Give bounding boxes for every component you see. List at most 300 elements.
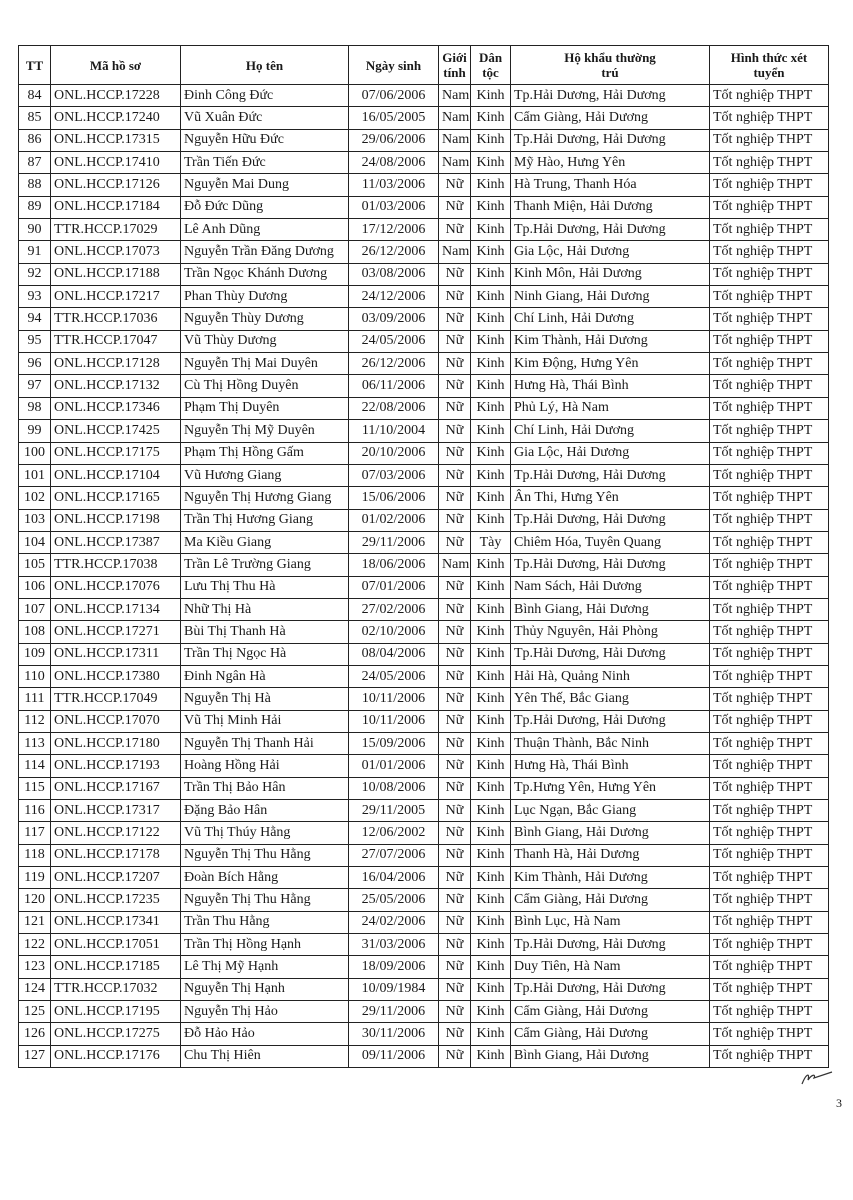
cell-hinh-thuc: Tốt nghiệp THPT <box>710 688 829 710</box>
cell-hinh-thuc: Tốt nghiệp THPT <box>710 710 829 732</box>
cell-ho-ten: Nguyễn Thị Hạnh <box>181 978 349 1000</box>
cell-ngay-sinh: 27/07/2006 <box>349 844 439 866</box>
cell-ngay-sinh: 24/05/2006 <box>349 665 439 687</box>
cell-dan-toc: Kinh <box>471 1045 511 1067</box>
table-row <box>19 509 829 531</box>
cell-ho-khau: Kim Thành, Hải Dương <box>511 867 710 889</box>
cell-ho-ten: Hoàng Hồng Hải <box>181 755 349 777</box>
cell-ho-khau: Chí Linh, Hải Dương <box>511 308 710 330</box>
cell-ngay-sinh: 03/08/2006 <box>349 263 439 285</box>
cell-ho-khau: Gia Lộc, Hải Dương <box>511 442 710 464</box>
cell-tt: 100 <box>19 442 51 464</box>
cell-ma-ho-so: ONL.HCCP.17271 <box>51 621 181 643</box>
table-row <box>19 576 829 598</box>
cell-ho-khau: Ân Thi, Hưng Yên <box>511 487 710 509</box>
cell-ma-ho-so: ONL.HCCP.17185 <box>51 956 181 978</box>
table-row <box>19 621 829 643</box>
cell-gioi-tinh: Nữ <box>439 353 471 375</box>
cell-dan-toc: Kinh <box>471 755 511 777</box>
table-row <box>19 531 829 553</box>
cell-ho-khau: Tp.Hải Dương, Hải Dương <box>511 643 710 665</box>
cell-hinh-thuc: Tốt nghiệp THPT <box>710 464 829 486</box>
cell-ho-khau: Tp.Hải Dương, Hải Dương <box>511 509 710 531</box>
cell-ho-khau: Gia Lộc, Hải Dương <box>511 241 710 263</box>
cell-dan-toc: Kinh <box>471 732 511 754</box>
cell-ma-ho-so: ONL.HCCP.17132 <box>51 375 181 397</box>
cell-ngay-sinh: 18/09/2006 <box>349 956 439 978</box>
cell-gioi-tinh: Nữ <box>439 889 471 911</box>
cell-ma-ho-so: ONL.HCCP.17178 <box>51 844 181 866</box>
table-row <box>19 911 829 933</box>
cell-dan-toc: Kinh <box>471 598 511 620</box>
cell-ho-ten: Phạm Thị Duyên <box>181 397 349 419</box>
cell-ma-ho-so: ONL.HCCP.17240 <box>51 107 181 129</box>
cell-gioi-tinh: Nữ <box>439 665 471 687</box>
header-ho-ten: Họ tên <box>181 46 349 85</box>
table-row <box>19 1023 829 1045</box>
cell-ngay-sinh: 10/11/2006 <box>349 688 439 710</box>
cell-hinh-thuc: Tốt nghiệp THPT <box>710 755 829 777</box>
table-row <box>19 710 829 732</box>
cell-tt: 98 <box>19 397 51 419</box>
cell-ho-khau: Cẩm Giàng, Hải Dương <box>511 107 710 129</box>
cell-ho-khau: Hải Hà, Quảng Ninh <box>511 665 710 687</box>
cell-gioi-tinh: Nữ <box>439 911 471 933</box>
cell-ho-ten: Lưu Thị Thu Hà <box>181 576 349 598</box>
cell-ma-ho-so: ONL.HCCP.17235 <box>51 889 181 911</box>
cell-ho-khau: Tp.Hải Dương, Hải Dương <box>511 129 710 151</box>
cell-ho-ten: Vũ Hương Giang <box>181 464 349 486</box>
cell-ho-ten: Nguyễn Thị Mỹ Duyên <box>181 420 349 442</box>
cell-ngay-sinh: 10/08/2006 <box>349 777 439 799</box>
cell-dan-toc: Kinh <box>471 263 511 285</box>
cell-hinh-thuc: Tốt nghiệp THPT <box>710 732 829 754</box>
cell-ma-ho-so: ONL.HCCP.17176 <box>51 1045 181 1067</box>
cell-ho-ten: Đỗ Hảo Hảo <box>181 1023 349 1045</box>
cell-hinh-thuc: Tốt nghiệp THPT <box>710 509 829 531</box>
cell-ho-ten: Chu Thị Hiên <box>181 1045 349 1067</box>
table-row <box>19 129 829 151</box>
cell-ho-ten: Nguyễn Trần Đăng Dương <box>181 241 349 263</box>
table-row <box>19 889 829 911</box>
cell-ngay-sinh: 01/03/2006 <box>349 196 439 218</box>
cell-gioi-tinh: Nữ <box>439 732 471 754</box>
cell-ngay-sinh: 16/04/2006 <box>349 867 439 889</box>
cell-tt: 95 <box>19 330 51 352</box>
table-row <box>19 241 829 263</box>
cell-ngay-sinh: 07/06/2006 <box>349 85 439 107</box>
cell-dan-toc: Kinh <box>471 956 511 978</box>
cell-dan-toc: Kinh <box>471 867 511 889</box>
cell-ngay-sinh: 31/03/2006 <box>349 934 439 956</box>
cell-gioi-tinh: Nữ <box>439 867 471 889</box>
cell-ngay-sinh: 17/12/2006 <box>349 219 439 241</box>
table-row <box>19 755 829 777</box>
cell-tt: 91 <box>19 241 51 263</box>
cell-dan-toc: Kinh <box>471 643 511 665</box>
cell-ngay-sinh: 11/03/2006 <box>349 174 439 196</box>
table-row <box>19 464 829 486</box>
cell-ma-ho-so: TTR.HCCP.17047 <box>51 330 181 352</box>
cell-tt: 107 <box>19 598 51 620</box>
cell-tt: 125 <box>19 1001 51 1023</box>
cell-dan-toc: Kinh <box>471 934 511 956</box>
cell-gioi-tinh: Nữ <box>439 397 471 419</box>
cell-tt: 119 <box>19 867 51 889</box>
cell-hinh-thuc: Tốt nghiệp THPT <box>710 978 829 1000</box>
cell-ma-ho-so: ONL.HCCP.17195 <box>51 1001 181 1023</box>
cell-tt: 106 <box>19 576 51 598</box>
cell-hinh-thuc: Tốt nghiệp THPT <box>710 129 829 151</box>
cell-tt: 114 <box>19 755 51 777</box>
table-row <box>19 956 829 978</box>
table-row <box>19 1001 829 1023</box>
cell-ngay-sinh: 07/03/2006 <box>349 464 439 486</box>
cell-hinh-thuc: Tốt nghiệp THPT <box>710 308 829 330</box>
cell-ho-khau: Kim Thành, Hải Dương <box>511 330 710 352</box>
cell-gioi-tinh: Nữ <box>439 688 471 710</box>
table-row <box>19 934 829 956</box>
cell-ma-ho-so: ONL.HCCP.17198 <box>51 509 181 531</box>
cell-dan-toc: Kinh <box>471 576 511 598</box>
cell-dan-toc: Kinh <box>471 1001 511 1023</box>
cell-ngay-sinh: 15/09/2006 <box>349 732 439 754</box>
cell-ho-khau: Thuận Thành, Bắc Ninh <box>511 732 710 754</box>
cell-ho-ten: Trần Thị Hồng Hạnh <box>181 934 349 956</box>
cell-ho-ten: Vũ Xuân Đức <box>181 107 349 129</box>
cell-ho-khau: Duy Tiên, Hà Nam <box>511 956 710 978</box>
table-row <box>19 107 829 129</box>
cell-dan-toc: Kinh <box>471 1023 511 1045</box>
cell-ho-khau: Ninh Giang, Hải Dương <box>511 286 710 308</box>
cell-tt: 99 <box>19 420 51 442</box>
cell-ma-ho-so: ONL.HCCP.17207 <box>51 867 181 889</box>
cell-ngay-sinh: 08/04/2006 <box>349 643 439 665</box>
cell-ho-ten: Đỗ Đức Dũng <box>181 196 349 218</box>
cell-dan-toc: Kinh <box>471 844 511 866</box>
cell-gioi-tinh: Nữ <box>439 464 471 486</box>
cell-ho-khau: Tp.Hải Dương, Hải Dương <box>511 934 710 956</box>
cell-dan-toc: Kinh <box>471 889 511 911</box>
cell-ho-ten: Ma Kiều Giang <box>181 531 349 553</box>
cell-ngay-sinh: 26/12/2006 <box>349 353 439 375</box>
cell-gioi-tinh: Nữ <box>439 934 471 956</box>
table-row <box>19 85 829 107</box>
cell-dan-toc: Kinh <box>471 174 511 196</box>
cell-ngay-sinh: 02/10/2006 <box>349 621 439 643</box>
cell-hinh-thuc: Tốt nghiệp THPT <box>710 353 829 375</box>
cell-gioi-tinh: Nữ <box>439 263 471 285</box>
cell-gioi-tinh: Nữ <box>439 375 471 397</box>
cell-gioi-tinh: Nữ <box>439 978 471 1000</box>
cell-gioi-tinh: Nữ <box>439 621 471 643</box>
cell-tt: 108 <box>19 621 51 643</box>
header-hinh-thuc: Hình thức xét tuyển <box>710 46 829 85</box>
cell-ho-ten: Bùi Thị Thanh Hà <box>181 621 349 643</box>
cell-dan-toc: Kinh <box>471 911 511 933</box>
cell-ma-ho-so: ONL.HCCP.17070 <box>51 710 181 732</box>
table-row <box>19 867 829 889</box>
header-ma-ho-so: Mã hồ sơ <box>51 46 181 85</box>
cell-dan-toc: Kinh <box>471 822 511 844</box>
cell-dan-toc: Kinh <box>471 397 511 419</box>
cell-tt: 94 <box>19 308 51 330</box>
cell-tt: 110 <box>19 665 51 687</box>
cell-tt: 115 <box>19 777 51 799</box>
cell-hinh-thuc: Tốt nghiệp THPT <box>710 1023 829 1045</box>
cell-dan-toc: Kinh <box>471 509 511 531</box>
cell-ngay-sinh: 03/09/2006 <box>349 308 439 330</box>
cell-ma-ho-so: ONL.HCCP.17193 <box>51 755 181 777</box>
cell-ngay-sinh: 29/06/2006 <box>349 129 439 151</box>
cell-tt: 109 <box>19 643 51 665</box>
cell-hinh-thuc: Tốt nghiệp THPT <box>710 152 829 174</box>
cell-gioi-tinh: Nữ <box>439 308 471 330</box>
cell-ma-ho-so: ONL.HCCP.17126 <box>51 174 181 196</box>
cell-tt: 87 <box>19 152 51 174</box>
cell-ma-ho-so: ONL.HCCP.17275 <box>51 1023 181 1045</box>
cell-dan-toc: Kinh <box>471 665 511 687</box>
cell-ho-khau: Nam Sách, Hải Dương <box>511 576 710 598</box>
cell-ho-khau: Tp.Hải Dương, Hải Dương <box>511 464 710 486</box>
cell-ma-ho-so: ONL.HCCP.17346 <box>51 397 181 419</box>
cell-ho-khau: Tp.Hải Dương, Hải Dương <box>511 85 710 107</box>
cell-ho-ten: Lê Thị Mỹ Hạnh <box>181 956 349 978</box>
cell-tt: 127 <box>19 1045 51 1067</box>
cell-gioi-tinh: Nữ <box>439 442 471 464</box>
cell-ho-khau: Hưng Hà, Thái Bình <box>511 755 710 777</box>
table-row <box>19 152 829 174</box>
cell-ho-ten: Trần Thị Ngọc Hà <box>181 643 349 665</box>
cell-ho-ten: Nguyễn Thị Mai Duyên <box>181 353 349 375</box>
cell-ma-ho-so: ONL.HCCP.17128 <box>51 353 181 375</box>
cell-ma-ho-so: ONL.HCCP.17122 <box>51 822 181 844</box>
cell-ma-ho-so: ONL.HCCP.17341 <box>51 911 181 933</box>
cell-tt: 102 <box>19 487 51 509</box>
cell-tt: 90 <box>19 219 51 241</box>
cell-ma-ho-so: ONL.HCCP.17188 <box>51 263 181 285</box>
cell-ma-ho-so: ONL.HCCP.17217 <box>51 286 181 308</box>
cell-hinh-thuc: Tốt nghiệp THPT <box>710 330 829 352</box>
cell-dan-toc: Kinh <box>471 219 511 241</box>
cell-tt: 86 <box>19 129 51 151</box>
cell-ho-ten: Nguyễn Thùy Dương <box>181 308 349 330</box>
cell-tt: 84 <box>19 85 51 107</box>
cell-ho-ten: Đinh Công Đức <box>181 85 349 107</box>
cell-ho-khau: Bình Giang, Hải Dương <box>511 598 710 620</box>
cell-tt: 85 <box>19 107 51 129</box>
cell-ma-ho-so: ONL.HCCP.17410 <box>51 152 181 174</box>
cell-ho-khau: Thanh Miện, Hải Dương <box>511 196 710 218</box>
cell-tt: 123 <box>19 956 51 978</box>
cell-tt: 93 <box>19 286 51 308</box>
cell-hinh-thuc: Tốt nghiệp THPT <box>710 777 829 799</box>
cell-dan-toc: Kinh <box>471 152 511 174</box>
table-body <box>19 85 829 1068</box>
cell-ngay-sinh: 18/06/2006 <box>349 554 439 576</box>
cell-tt: 113 <box>19 732 51 754</box>
cell-ngay-sinh: 06/11/2006 <box>349 375 439 397</box>
cell-dan-toc: Kinh <box>471 129 511 151</box>
cell-ho-ten: Lê Anh Dũng <box>181 219 349 241</box>
cell-ho-ten: Nhữ Thị Hà <box>181 598 349 620</box>
cell-tt: 105 <box>19 554 51 576</box>
cell-dan-toc: Tày <box>471 531 511 553</box>
cell-ma-ho-so: TTR.HCCP.17038 <box>51 554 181 576</box>
cell-dan-toc: Kinh <box>471 800 511 822</box>
cell-hinh-thuc: Tốt nghiệp THPT <box>710 867 829 889</box>
cell-ho-khau: Bình Lục, Hà Nam <box>511 911 710 933</box>
cell-ngay-sinh: 27/02/2006 <box>349 598 439 620</box>
cell-ho-ten: Nguyễn Thị Thanh Hải <box>181 732 349 754</box>
cell-dan-toc: Kinh <box>471 464 511 486</box>
table-row <box>19 219 829 241</box>
cell-gioi-tinh: Nữ <box>439 800 471 822</box>
cell-hinh-thuc: Tốt nghiệp THPT <box>710 576 829 598</box>
cell-gioi-tinh: Nữ <box>439 487 471 509</box>
cell-gioi-tinh: Nam <box>439 85 471 107</box>
cell-ma-ho-so: ONL.HCCP.17076 <box>51 576 181 598</box>
cell-hinh-thuc: Tốt nghiệp THPT <box>710 1001 829 1023</box>
cell-gioi-tinh: Nữ <box>439 822 471 844</box>
cell-hinh-thuc: Tốt nghiệp THPT <box>710 420 829 442</box>
cell-ho-khau: Thủy Nguyên, Hải Phòng <box>511 621 710 643</box>
cell-gioi-tinh: Nam <box>439 107 471 129</box>
header-dan-toc: Dân tộc <box>471 46 511 85</box>
cell-hinh-thuc: Tốt nghiệp THPT <box>710 621 829 643</box>
cell-ho-ten: Nguyễn Thị Hà <box>181 688 349 710</box>
header-ngay-sinh: Ngày sinh <box>349 46 439 85</box>
cell-ma-ho-so: TTR.HCCP.17036 <box>51 308 181 330</box>
cell-hinh-thuc: Tốt nghiệp THPT <box>710 174 829 196</box>
table-row <box>19 800 829 822</box>
cell-ngay-sinh: 24/08/2006 <box>349 152 439 174</box>
cell-ho-khau: Bình Giang, Hải Dương <box>511 822 710 844</box>
cell-ho-khau: Thanh Hà, Hải Dương <box>511 844 710 866</box>
cell-ngay-sinh: 01/02/2006 <box>349 509 439 531</box>
cell-dan-toc: Kinh <box>471 777 511 799</box>
cell-ho-khau: Bình Giang, Hải Dương <box>511 1045 710 1067</box>
header-tt: TT <box>19 46 51 85</box>
cell-ho-khau: Chiêm Hóa, Tuyên Quang <box>511 531 710 553</box>
cell-tt: 116 <box>19 800 51 822</box>
cell-ho-ten: Vũ Thùy Dương <box>181 330 349 352</box>
cell-tt: 118 <box>19 844 51 866</box>
table-row <box>19 643 829 665</box>
cell-dan-toc: Kinh <box>471 85 511 107</box>
cell-hinh-thuc: Tốt nghiệp THPT <box>710 956 829 978</box>
table-row <box>19 196 829 218</box>
cell-tt: 126 <box>19 1023 51 1045</box>
cell-ngay-sinh: 22/08/2006 <box>349 397 439 419</box>
cell-gioi-tinh: Nữ <box>439 710 471 732</box>
cell-dan-toc: Kinh <box>471 107 511 129</box>
cell-ngay-sinh: 10/09/1984 <box>349 978 439 1000</box>
cell-ho-khau: Tp.Hải Dương, Hải Dương <box>511 554 710 576</box>
cell-ma-ho-so: ONL.HCCP.17073 <box>51 241 181 263</box>
cell-ho-ten: Vũ Thị Thúy Hằng <box>181 822 349 844</box>
cell-ho-khau: Tp.Hải Dương, Hải Dương <box>511 219 710 241</box>
cell-tt: 89 <box>19 196 51 218</box>
initials-signature-icon <box>796 1068 836 1088</box>
cell-ho-ten: Trần Ngọc Khánh Dương <box>181 263 349 285</box>
cell-ho-khau: Hưng Hà, Thái Bình <box>511 375 710 397</box>
table-row <box>19 978 829 1000</box>
cell-hinh-thuc: Tốt nghiệp THPT <box>710 487 829 509</box>
cell-hinh-thuc: Tốt nghiệp THPT <box>710 531 829 553</box>
cell-ngay-sinh: 12/06/2002 <box>349 822 439 844</box>
cell-ho-khau: Tp.Hải Dương, Hải Dương <box>511 710 710 732</box>
cell-ho-khau: Hà Trung, Thanh Hóa <box>511 174 710 196</box>
cell-ho-khau: Lục Ngạn, Bắc Giang <box>511 800 710 822</box>
cell-hinh-thuc: Tốt nghiệp THPT <box>710 196 829 218</box>
cell-ngay-sinh: 01/01/2006 <box>349 755 439 777</box>
cell-dan-toc: Kinh <box>471 353 511 375</box>
cell-dan-toc: Kinh <box>471 308 511 330</box>
table-row <box>19 487 829 509</box>
cell-hinh-thuc: Tốt nghiệp THPT <box>710 911 829 933</box>
table-row <box>19 420 829 442</box>
cell-tt: 92 <box>19 263 51 285</box>
cell-gioi-tinh: Nữ <box>439 1023 471 1045</box>
cell-ho-ten: Vũ Thị Minh Hải <box>181 710 349 732</box>
cell-hinh-thuc: Tốt nghiệp THPT <box>710 397 829 419</box>
cell-ho-khau: Kim Động, Hưng Yên <box>511 353 710 375</box>
cell-tt: 112 <box>19 710 51 732</box>
cell-gioi-tinh: Nữ <box>439 643 471 665</box>
cell-gioi-tinh: Nữ <box>439 1001 471 1023</box>
cell-hinh-thuc: Tốt nghiệp THPT <box>710 665 829 687</box>
table-row <box>19 598 829 620</box>
cell-hinh-thuc: Tốt nghiệp THPT <box>710 286 829 308</box>
cell-tt: 111 <box>19 688 51 710</box>
cell-ma-ho-so: ONL.HCCP.17184 <box>51 196 181 218</box>
cell-gioi-tinh: Nữ <box>439 420 471 442</box>
cell-ho-khau: Chí Linh, Hải Dương <box>511 420 710 442</box>
cell-ngay-sinh: 24/02/2006 <box>349 911 439 933</box>
cell-ho-khau: Cẩm Giàng, Hải Dương <box>511 1023 710 1045</box>
cell-gioi-tinh: Nữ <box>439 1045 471 1067</box>
cell-ngay-sinh: 30/11/2006 <box>349 1023 439 1045</box>
cell-dan-toc: Kinh <box>471 420 511 442</box>
cell-tt: 122 <box>19 934 51 956</box>
cell-dan-toc: Kinh <box>471 487 511 509</box>
cell-ngay-sinh: 16/05/2005 <box>349 107 439 129</box>
cell-dan-toc: Kinh <box>471 442 511 464</box>
cell-dan-toc: Kinh <box>471 554 511 576</box>
cell-ma-ho-so: ONL.HCCP.17180 <box>51 732 181 754</box>
cell-ho-ten: Trần Thị Hương Giang <box>181 509 349 531</box>
cell-ngay-sinh: 10/11/2006 <box>349 710 439 732</box>
cell-dan-toc: Kinh <box>471 286 511 308</box>
candidate-table <box>18 45 829 1068</box>
cell-ho-ten: Nguyễn Hữu Đức <box>181 129 349 151</box>
cell-ngay-sinh: 09/11/2006 <box>349 1045 439 1067</box>
cell-hinh-thuc: Tốt nghiệp THPT <box>710 263 829 285</box>
cell-ma-ho-so: ONL.HCCP.17315 <box>51 129 181 151</box>
cell-tt: 103 <box>19 509 51 531</box>
cell-ho-ten: Trần Lê Trường Giang <box>181 554 349 576</box>
table-row <box>19 375 829 397</box>
cell-ma-ho-so: ONL.HCCP.17175 <box>51 442 181 464</box>
cell-tt: 101 <box>19 464 51 486</box>
cell-ngay-sinh: 24/12/2006 <box>349 286 439 308</box>
cell-ho-ten: Phan Thùy Dương <box>181 286 349 308</box>
cell-ma-ho-so: ONL.HCCP.17425 <box>51 420 181 442</box>
cell-gioi-tinh: Nữ <box>439 286 471 308</box>
table-row <box>19 397 829 419</box>
cell-hinh-thuc: Tốt nghiệp THPT <box>710 844 829 866</box>
